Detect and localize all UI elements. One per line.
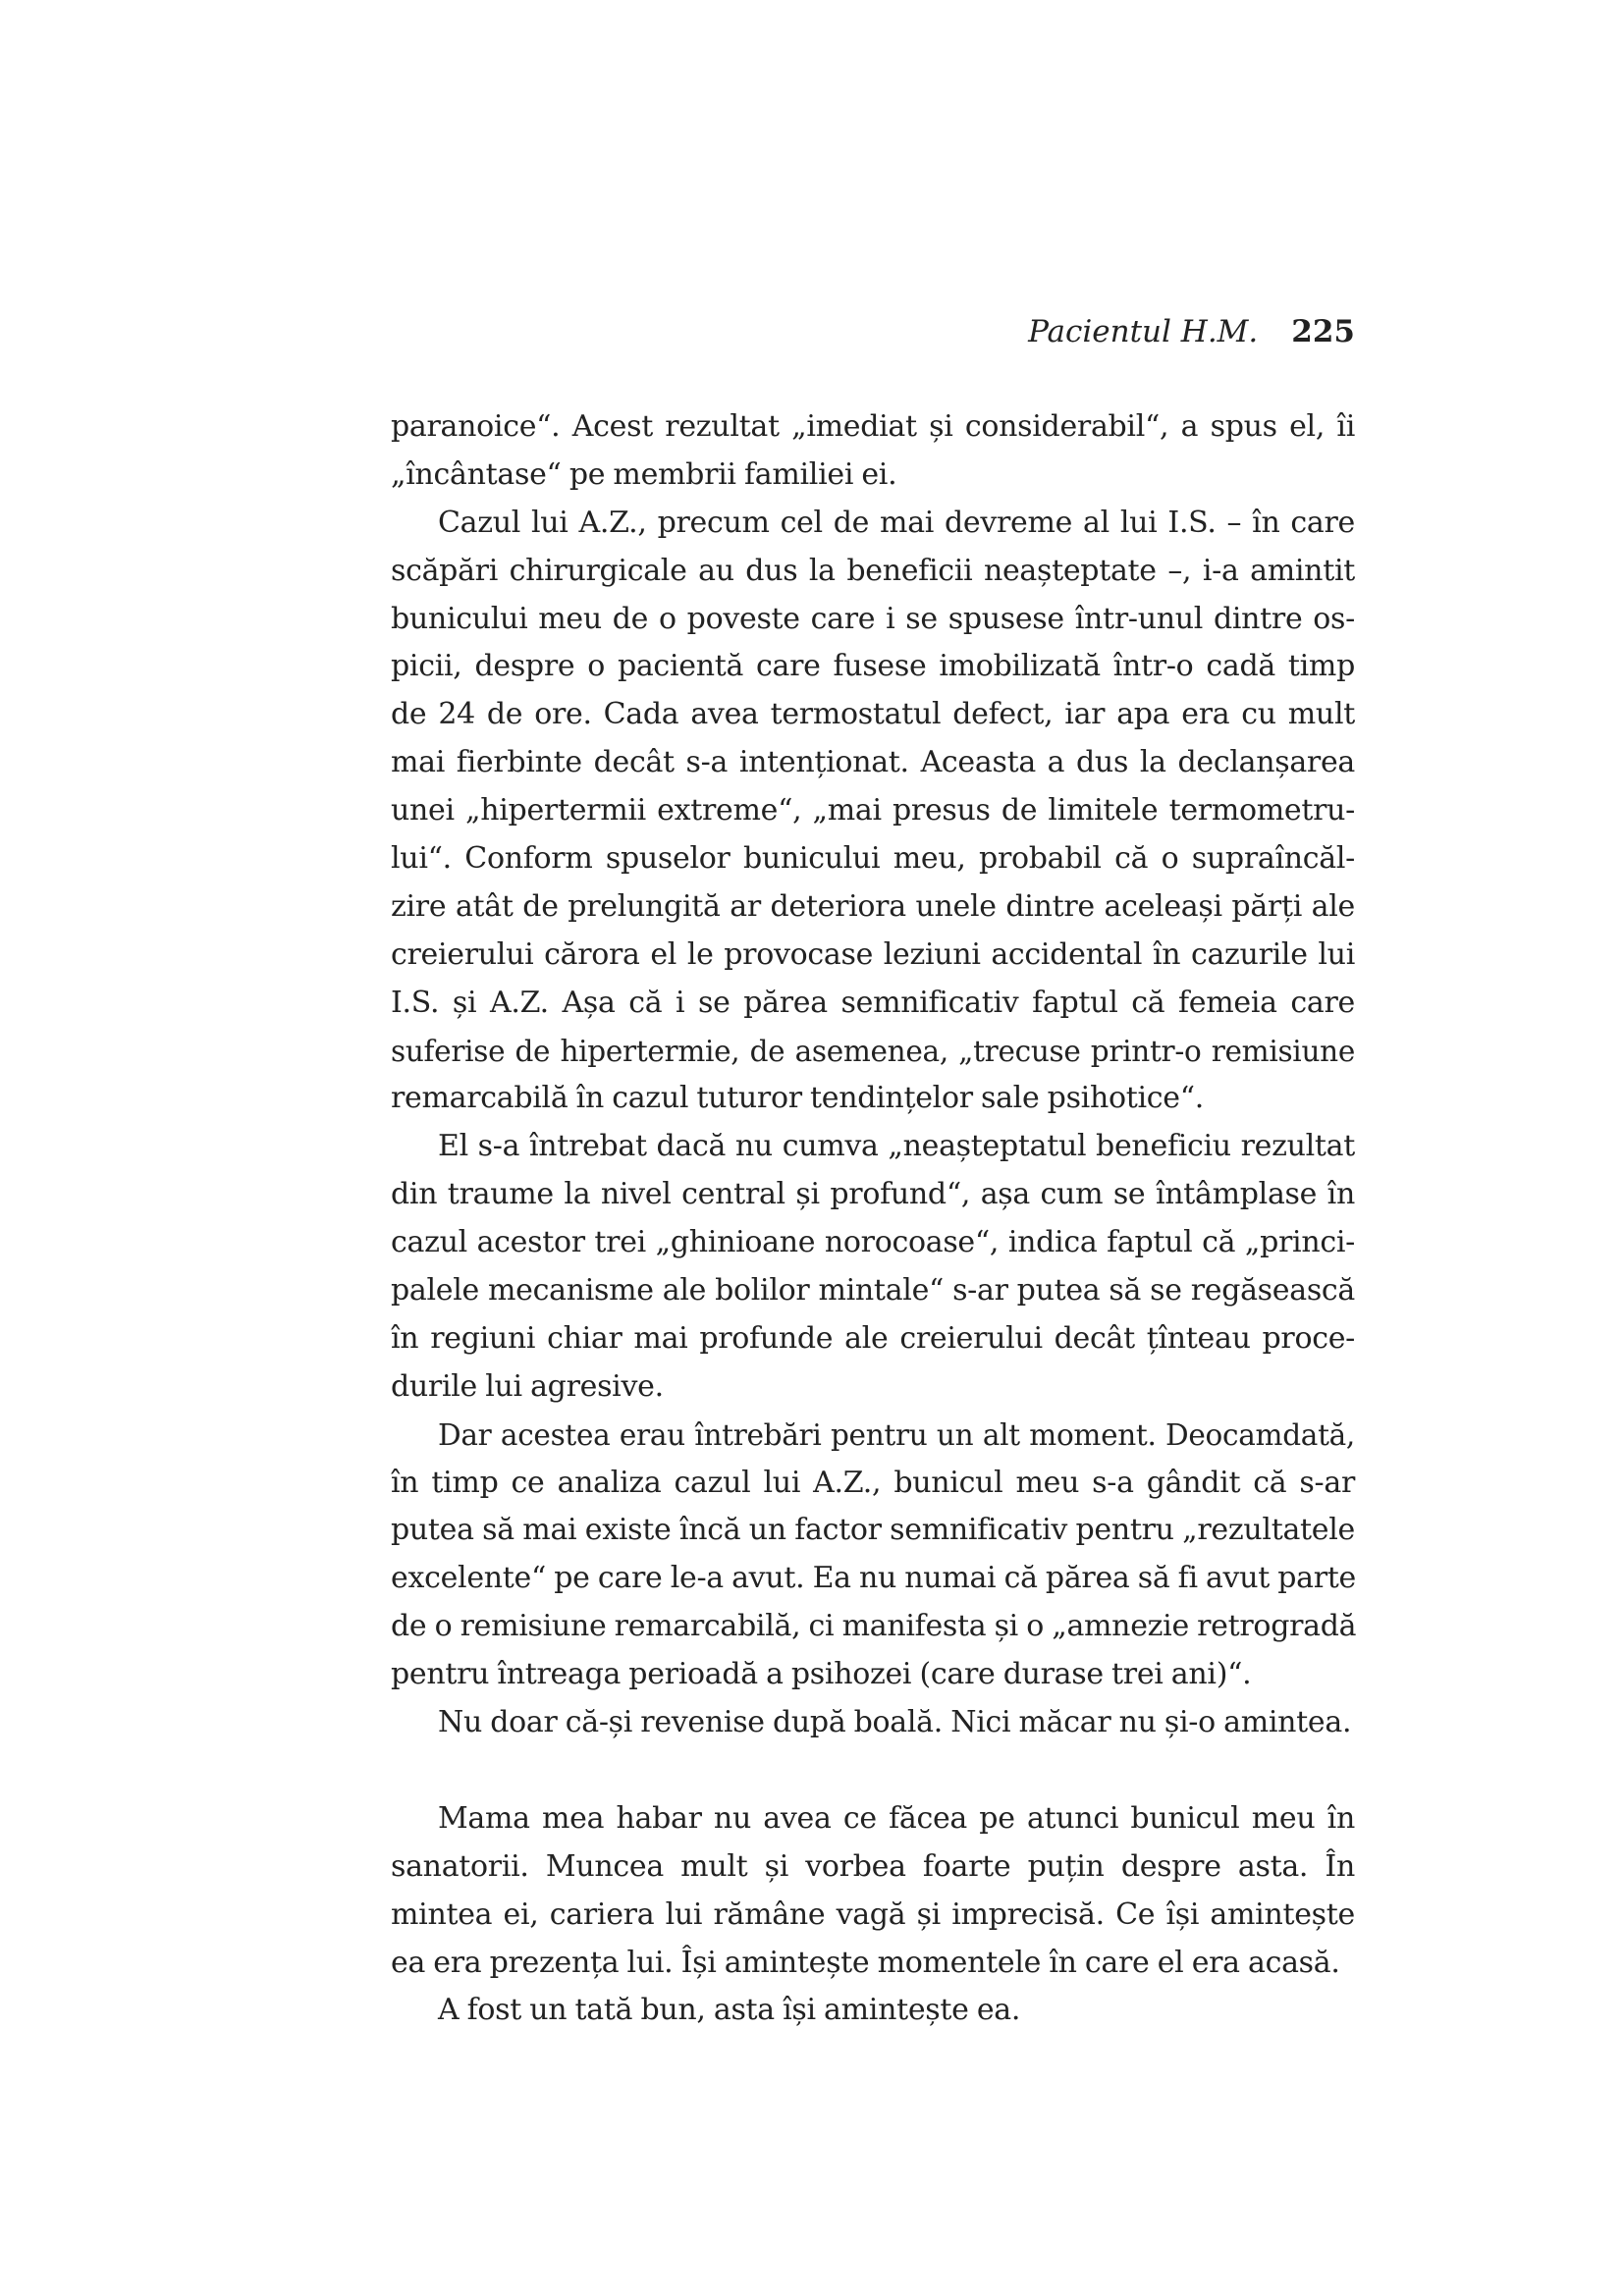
text-line: mai fierbinte decât s-a intenționat. Aceasta a dus la declanșarea (391, 745, 1355, 780)
text-line: zire atât de prelungită ar deteriora unele dintre aceleași părți ale (391, 888, 1355, 924)
text-line: ea era prezența lui. Își amintește momentele în care el era acasă. (391, 1945, 1340, 1980)
page-number: 225 (1291, 314, 1355, 349)
text-line: suferise de hipertermie, de asemenea, „trecuse printr-o remisiune (391, 1034, 1355, 1068)
text-line: paranoice“. Acest rezultat „imediat și considerabil“, a spus el, îi (391, 409, 1355, 444)
text-line: remarcabilă în cazul tuturor tendințelor sale psihotice“. (391, 1081, 1205, 1116)
text-line: picii, despre o pacientă care fusese imobilizată într-o cadă timp (391, 649, 1355, 684)
text-line: bunicului meu de o poveste care i se spusese într-unul dintre os- (391, 601, 1355, 636)
section-break (391, 1747, 1355, 1795)
text-line: Mama mea habar nu avea ce făcea pe atunci bunicul meu în (438, 1800, 1355, 1836)
text-line: El s-a întrebat dacă nu cumva „neașteptatul beneficiu rezultat (438, 1129, 1355, 1164)
text-line: cazul acestor trei „ghinioane norocoase“, indica faptul că „princi- (391, 1225, 1355, 1260)
text-line: durile lui agresive. (391, 1368, 664, 1404)
text-line: în regiuni chiar mai profunde ale creierului decât țînteau proce- (391, 1320, 1355, 1356)
text-line: creierului cărora el le provocase leziuni accidental în cazurile lui (391, 936, 1355, 972)
text-line: pentru întreaga perioadă a psihozei (care durase trei ani)“. (391, 1657, 1252, 1692)
text-line: A fost un tată bun, asta își amintește ea. (438, 1993, 1021, 2028)
text-line: de o remisiune remarcabilă, ci manifesta și o „amnezie retrogradă (391, 1609, 1357, 1644)
text-line: lui“. Conform spuselor bunicului meu, probabil că o supraîncăl- (391, 841, 1355, 877)
running-header (0, 312, 1355, 351)
running-title: Pacientul H.M. (1028, 314, 1259, 349)
text-line: „încântase“ pe membrii familiei ei. (391, 456, 897, 492)
text-line: excelente“ pe care le-a avut. Ea nu numai că părea să fi avut parte (391, 1561, 1356, 1596)
text-line: I.S. și A.Z. Așa că i se părea semnificativ faptul că femeia care (391, 985, 1355, 1020)
text-line: Cazul lui A.Z., precum cel de mai devreme al lui I.S. – în care (438, 505, 1355, 540)
text-line: Nu doar că-și revenise după boală. Nici măcar nu și-o amintea. (438, 1705, 1352, 1740)
text-line: în timp ce analiza cazul lui A.Z., bunicul meu s-a gândit că s-ar (391, 1465, 1355, 1500)
text-line: Dar acestea erau întrebări pentru un alt moment. Deocamdată, (438, 1417, 1355, 1452)
text-line: palele mecanisme ale bolilor mintale“ s-ar putea să se regăsească (391, 1273, 1355, 1308)
text-line: de 24 de ore. Cada avea termostatul defect, iar apa era cu mult (391, 697, 1355, 732)
text-line: din traume la nivel central și profund“, așa cum se întâmplase în (391, 1177, 1355, 1212)
body-text (391, 403, 1355, 2035)
text-line: putea să mai existe încă un factor semnificativ pentru „rezultatele (391, 1513, 1355, 1548)
text-line: unei „hipertermii extreme“, „mai presus de limitele termometru- (391, 793, 1355, 828)
text-line: sanatorii. Muncea mult și vorbea foarte puțin despre asta. În (391, 1848, 1355, 1884)
text-line: scăpări chirurgicale au dus la beneficii neașteptate –, i-a amintit (391, 553, 1355, 588)
text-line: mintea ei, cariera lui rămâne vagă și imprecisă. Ce își amintește (391, 1896, 1355, 1932)
